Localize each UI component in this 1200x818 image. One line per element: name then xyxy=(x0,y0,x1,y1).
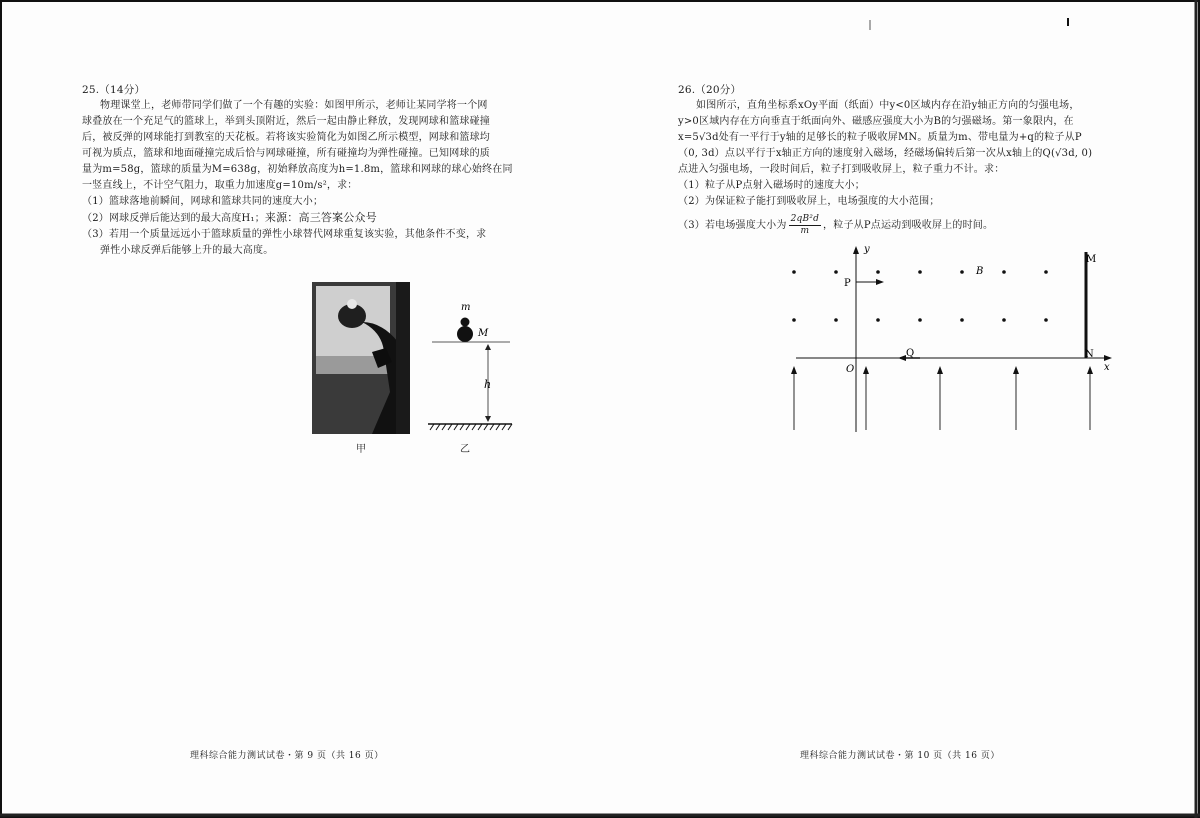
y-axis-label: y xyxy=(864,244,870,255)
problem-26-line-3: x=5√3d处有一平行于y轴的足够长的粒子吸收屏MN。质量为m、带电量为+q的粒子从P xyxy=(678,132,1082,143)
problem-25-line-6: 一竖直线上，不计空气阻力，取重力加速度g=10m/s²，求： xyxy=(82,180,358,191)
origin-label: O xyxy=(846,364,855,375)
fraction-denominator: m xyxy=(800,226,810,236)
problem-25-question-1: （1）篮球落地前瞬间，网球和篮球共同的速度大小； xyxy=(82,196,324,207)
problem-26-number: 26.（20分） xyxy=(678,84,742,96)
problem-25-text xyxy=(82,82,552,259)
question-3-suffix: ，粒子从P点运动到吸收屏上的时间。 xyxy=(823,220,994,231)
problem-26-line-5: 点进入匀强电场，一段时间后，粒子打到吸收屏上，粒子重力不计。求： xyxy=(678,164,1005,175)
field-diagram xyxy=(780,236,1120,432)
figure-label-jia: 甲 xyxy=(356,444,366,455)
photo-jia xyxy=(312,282,410,434)
problem-25-line-4: 可视为质点，篮球和地面碰撞完成后恰与网球碰撞，所有碰撞均为弹性碰撞。已知网球的质 xyxy=(82,148,490,159)
question-3-prefix: （3）若电场强度大小为 xyxy=(678,220,787,231)
problem-26-question-2: （2）为保证粒子能打到吸收屏上，电场强度的大小范围； xyxy=(678,196,940,207)
problem-26-line-1: 如图所示，直角坐标系xOy平面（纸面）中y<0区域内存在沿y轴正方向的匀强电场， xyxy=(696,100,1080,111)
problem-26-text xyxy=(678,82,1158,237)
problem-26-question-1: （1）粒子从P点射入磁场时的速度大小； xyxy=(678,180,865,191)
magnetic-field-dots xyxy=(792,270,1048,322)
point-P-label: P xyxy=(844,278,851,289)
tennis-ball xyxy=(461,318,470,327)
problem-25-question-2: （2）网球反弹后能达到的最大高度H₁； xyxy=(82,213,265,224)
problem-25-question-3-line-2: 弹性小球反弹后能够上升的最大高度。 xyxy=(100,245,274,256)
diagram-yi xyxy=(420,296,520,436)
field-strength-fraction xyxy=(789,214,821,237)
basketball xyxy=(457,326,473,342)
label-h: h xyxy=(484,378,492,391)
label-M: M xyxy=(478,328,489,339)
magnetic-field-label: B xyxy=(976,266,984,277)
problem-26-question-3 xyxy=(678,214,1158,237)
screen-label-N: N xyxy=(1085,349,1094,360)
problem-26-line-2: y>0区域内存在方向垂直于纸面向外、磁感应强度大小为B的匀强磁场。第一象限内，在 xyxy=(678,116,1074,127)
footer-page-9: 理科综合能力测试试卷・第 9 页（共 16 页） xyxy=(190,751,384,761)
problem-25-line-2: 球叠放在一个充足气的篮球上，举到头顶附近，然后一起由静止释放，发现网球和篮球碰撞 xyxy=(82,116,490,127)
figure-label-yi: 乙 xyxy=(460,444,470,455)
x-axis-label: x xyxy=(1104,362,1110,373)
fraction-numerator: 2qB²d xyxy=(790,214,820,224)
photo-jia-image xyxy=(312,282,410,434)
problem-26-line-4: （0, 3d）点以平行于x轴正方向的速度射入磁场，经磁场偏转后第一次从x轴上的Q(√3d, 0) xyxy=(678,148,1093,159)
footer-page-10: 理科综合能力测试试卷・第 10 页（共 16 页） xyxy=(800,751,1000,761)
problem-25-question-3-line-1: （3）若用一个质量远远小于篮球质量的弹性小球替代网球重复该实验，其他条件不变，求 xyxy=(82,229,487,240)
point-Q-label: Q xyxy=(906,348,915,359)
electric-field-arrows xyxy=(794,370,1090,430)
electric-field-arrowheads xyxy=(791,366,1093,374)
source-note: 来源：高三答案公众号 xyxy=(264,211,377,224)
ground-hatching xyxy=(430,424,512,430)
problem-25-question-2-row xyxy=(82,210,552,227)
problem-25-line-3: 后，被反弹的网球能打到教室的天花板。若将该实验简化为如图乙所示模型，网球和篮球均 xyxy=(82,132,490,143)
problem-25-line-1: 物理课堂上，老师带同学们做了一个有趣的实验：如图甲所示，老师让某同学将一个网 xyxy=(100,100,488,111)
problem-25-line-5: 量为m=58g，篮球的质量为M=638g，初始释放高度为h=1.8m，篮球和网球的球心始终在同 xyxy=(82,164,513,175)
problem-25-number: 25.（14分） xyxy=(82,84,146,96)
label-m: m xyxy=(461,302,471,313)
page-10 xyxy=(600,0,1200,818)
screen-label-M: M xyxy=(1086,254,1097,265)
